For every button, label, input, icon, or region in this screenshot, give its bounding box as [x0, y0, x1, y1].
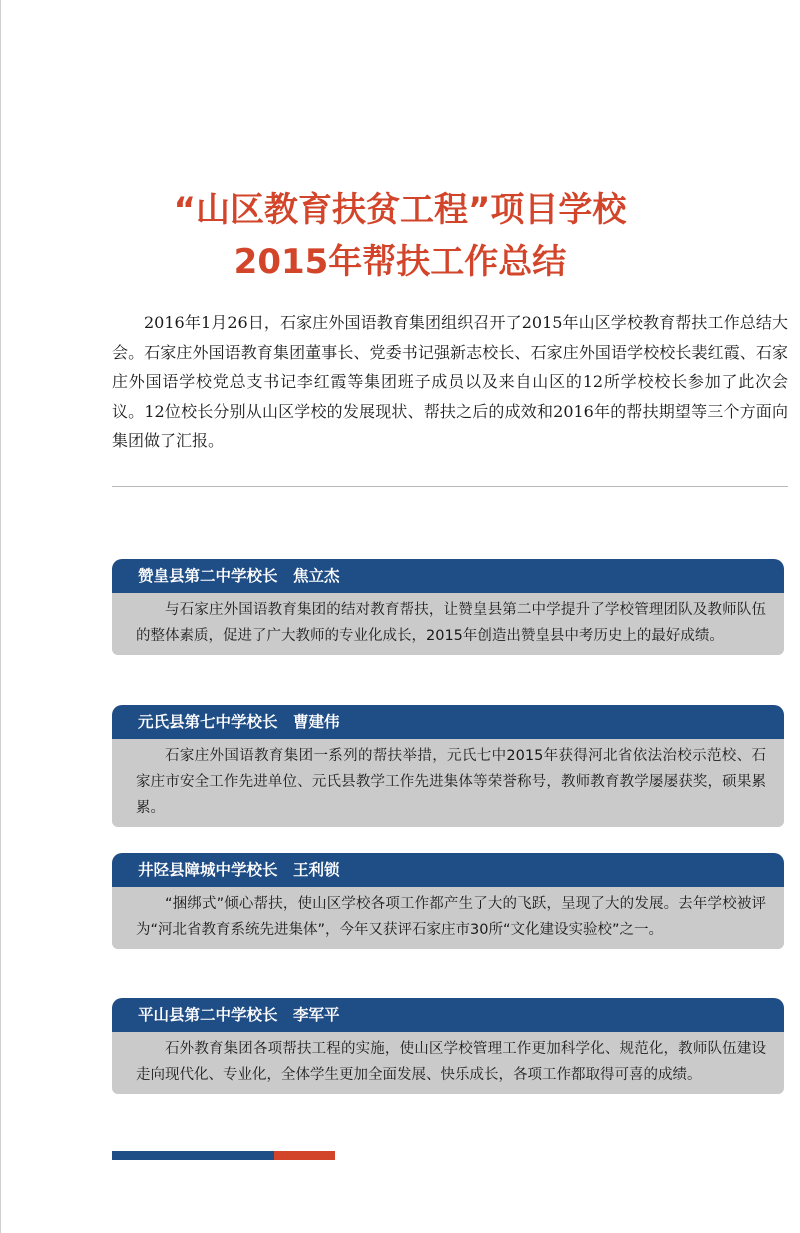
- principal-card-zanhuang: [112, 559, 784, 655]
- footer-bar-orange: [274, 1151, 335, 1160]
- intro-paragraph: 2016年1月26日，石家庄外国语教育集团组织召开了2015年山区学校教育帮扶工作总结大会。石家庄外国语教育集团董事长、党委书记强新志校长、石家庄外国语学校校长裴红霞、石家庄外国语学校党总支书记李红霞等集团班子成员以及来自山区的12所学校校长参加了此次会议。12位校长分别从山区学校的发展现状、帮扶之后的成效和2016年的帮扶期望等三个方面向集团做了汇报。: [112, 313, 788, 450]
- card-heading: 井陉县障城中学校长 王利锁: [112, 853, 784, 887]
- section-divider: [112, 486, 788, 487]
- card-heading: 元氏县第七中学校长 曹建伟: [112, 705, 784, 739]
- footer-bar-blue: [112, 1151, 274, 1160]
- title-line-1: “山区教育扶贫工程”项目学校: [173, 190, 627, 230]
- card-heading: 平山县第二中学校长 李军平: [112, 998, 784, 1032]
- card-body-text: “捆绑式”倾心帮扶，使山区学校各项工作都产生了大的飞跃，呈现了大的发展。去年学校被评为“河北省教育系统先进集体”，今年又获评石家庄市30所“文化建设实验校”之一。: [136, 896, 766, 938]
- card-body-text: 与石家庄外国语教育集团的结对教育帮扶，让赞皇县第二中学提升了学校管理团队及教师队伍的整体素质，促进了广大教师的专业化成长，2015年创造出赞皇县中考历史上的最好成绩。: [136, 602, 766, 644]
- card-body: [112, 887, 784, 949]
- card-body: [112, 739, 784, 827]
- principal-card-jingxing: [112, 853, 784, 949]
- card-body: [112, 1032, 784, 1094]
- card-body-text: 石外教育集团各项帮扶工程的实施，使山区学校管理工作更加科学化、规范化，教师队伍建设走向现代化、专业化，全体学生更加全面发展、快乐成长，各项工作都取得可喜的成绩。: [136, 1041, 766, 1083]
- page-title: [0, 184, 800, 288]
- title-line-2: 2015年帮扶工作总结: [233, 242, 567, 282]
- card-body: [112, 593, 784, 655]
- card-heading: 赞皇县第二中学校长 焦立杰: [112, 559, 784, 593]
- principal-card-yuanshi: [112, 705, 784, 827]
- principal-card-pingshan: [112, 998, 784, 1094]
- card-body-text: 石家庄外国语教育集团一系列的帮扶举措，元氏七中2015年获得河北省依法治校示范校、石家庄市安全工作先进单位、元氏县教学工作先进集体等荣誉称号，教师教育教学屡屡获奖，硕果累累。: [136, 748, 766, 816]
